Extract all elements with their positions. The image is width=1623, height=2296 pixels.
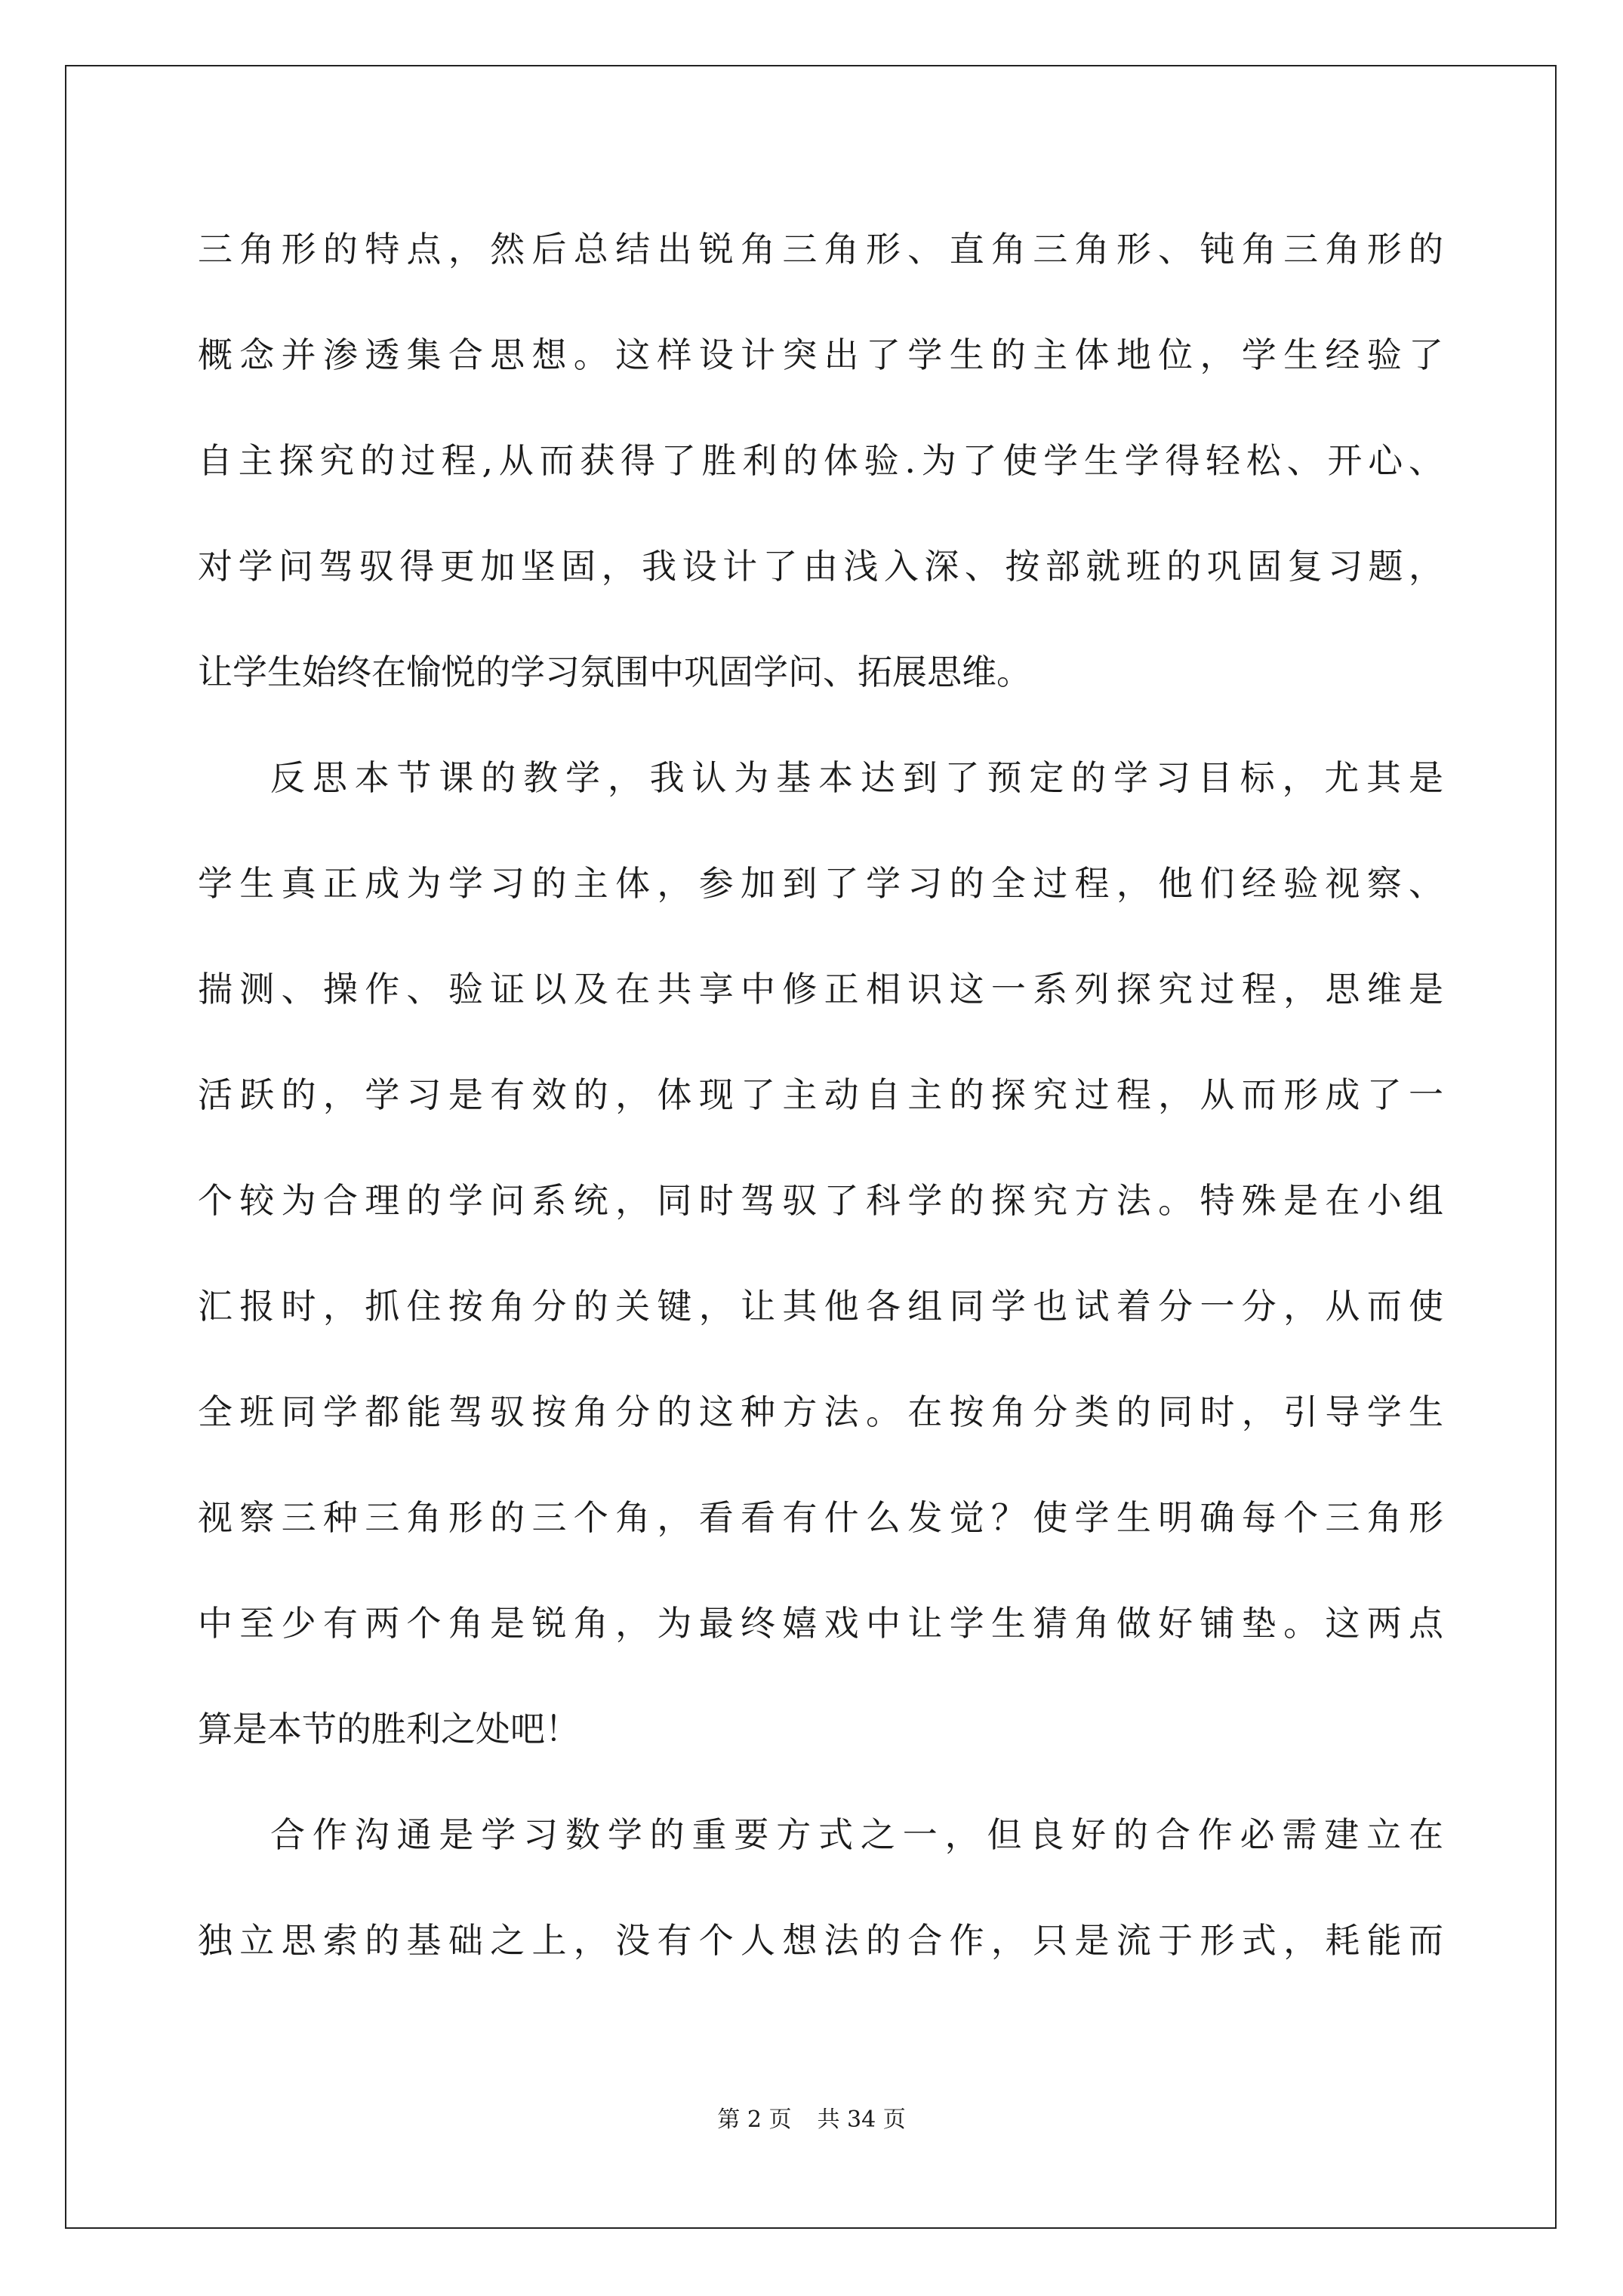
document-body bbox=[198, 204, 1443, 2001]
page-number: 第 2 页 bbox=[717, 2106, 792, 2133]
text-line: 中至少有两个角是锐角，为最终嬉戏中让学生猜角做好铺垫。这两点 bbox=[198, 1603, 1443, 1644]
text-line: 视察三种三角形的三个角，看看有什么发觉？使学生明确每个三角形 bbox=[198, 1497, 1443, 1538]
text-line: 让学生始终在愉悦的学习氛围中巩固学问、拓展思维。 bbox=[198, 652, 1031, 692]
page-total: 共 34 页 bbox=[817, 2106, 906, 2133]
text-line: 对学问驾驭得更加坚固，我设计了由浅入深、按部就班的巩固复习题， bbox=[198, 546, 1443, 587]
paragraph-start-line: 反思本节课的教学，我认为基本达到了预定的学习目标，尤其是 bbox=[270, 757, 1443, 798]
text-line: 三角形的特点，然后总结出锐角三角形、直角三角形、钝角三角形的 bbox=[198, 229, 1443, 270]
paragraph-start-line: 合作沟通是学习数学的重要方式之一，但良好的合作必需建立在 bbox=[270, 1814, 1443, 1855]
text-line: 独立思索的基础之上，没有个人想法的合作，只是流于形式，耗能而 bbox=[198, 1920, 1443, 1961]
text-line: 学生真正成为学习的主体，参加到了学习的全过程，他们经验视察、 bbox=[198, 863, 1443, 904]
text-line: 汇报时，抓住按角分的关键，让其他各组同学也试着分一分，从而使 bbox=[198, 1286, 1443, 1327]
text-line: 个较为合理的学问系统，同时驾驭了科学的探究方法。特殊是在小组 bbox=[198, 1180, 1443, 1221]
text-line: 活跃的，学习是有效的，体现了主动自主的探究过程，从而形成了一 bbox=[198, 1074, 1443, 1115]
text-line: 揣测、操作、验证以及在共享中修正相识这一系列探究过程，思维是 bbox=[198, 969, 1443, 1009]
text-line: 概念并渗透集合思想。这样设计突出了学生的主体地位，学生经验了 bbox=[198, 334, 1443, 375]
text-line: 算是本节的胜利之处吧！ bbox=[198, 1709, 580, 1749]
text-line: 全班同学都能驾驭按角分的这种方法。在按角分类的同时，引导学生 bbox=[198, 1391, 1443, 1432]
text-line: 自主探究的过程,从而获得了胜利的体验.为了使学生学得轻松、开心、 bbox=[198, 440, 1443, 481]
page-footer bbox=[0, 2100, 1623, 2134]
